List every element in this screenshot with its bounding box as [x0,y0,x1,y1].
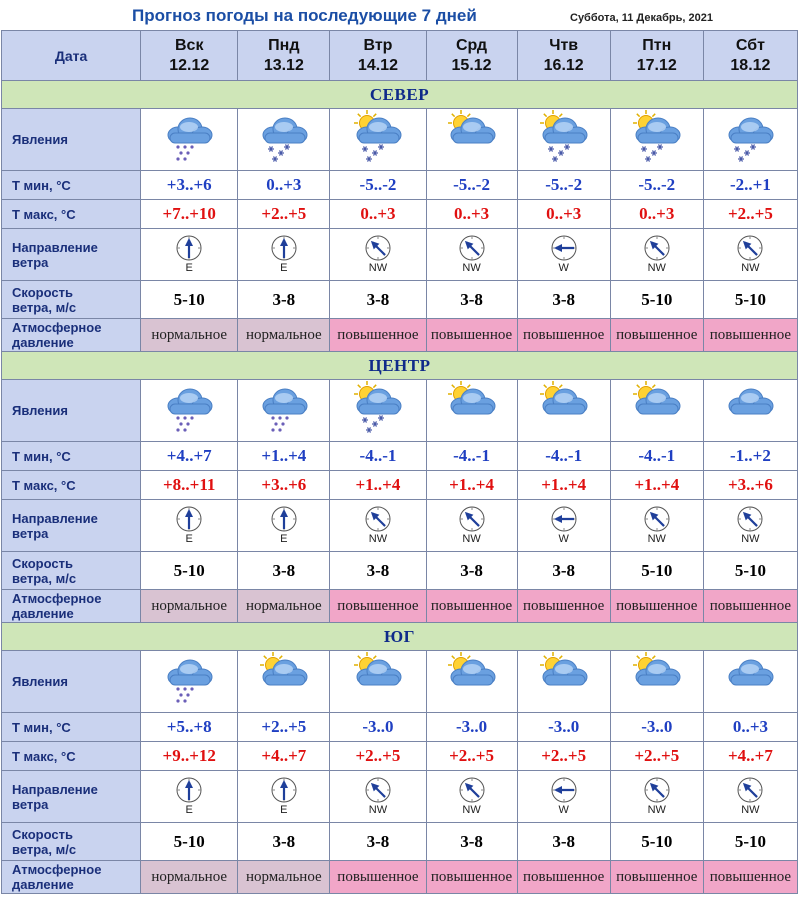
tmin-row [2,713,798,742]
day-date: 18.12 [730,56,771,74]
wind-compass [458,234,486,274]
tmin-value: -3..0 [330,713,426,742]
wind-compass [550,234,578,274]
day-name: Срд [456,36,488,54]
sun-cloud-icon [531,651,597,707]
day-name: Пнд [268,36,300,54]
tmax-value: +3..+6 [703,471,797,500]
pressure-value: нормальное [141,861,238,894]
wind-compass [270,505,298,545]
header-row [2,31,798,81]
snow-cloud-icon [251,109,317,165]
pressure-value: повышенное [703,590,797,623]
day-date: 13.12 [263,56,304,74]
cloud-icon [717,380,783,436]
rain-cloud-icon [251,380,317,436]
wind-speed-label-line1: Скорость [12,284,73,300]
wind-speed-value: 3-8 [238,823,330,861]
wind-direction-value: NW [368,532,388,545]
wind-direction-row [2,229,798,281]
pressure-value: повышенное [610,319,703,352]
wind-direction-value: NW [741,261,760,274]
day-header [141,31,238,81]
wind-speed-label-line1: Скорость [12,826,73,842]
pressure-value: повышенное [426,319,517,352]
pressure-label-line1: Атмосферное [12,320,102,335]
pressure-label [2,590,141,623]
sun-cloud-icon [624,380,690,436]
wind-speed-value: 3-8 [426,552,517,590]
wind-direction-value: NW [368,261,388,274]
pressure-value: нормальное [141,319,238,352]
wind-direction-label [2,229,141,281]
wind-direction-cell [426,771,517,823]
pressure-row [2,861,798,894]
pressure-label-line2: давление [12,606,74,621]
compass-icon [364,505,392,533]
pressure-label-line1: Атмосферное [12,591,102,606]
rain-cloud-icon [156,109,222,165]
day-header [330,31,426,81]
wind-direction-value: NW [462,532,481,545]
wind-direction-cell [141,500,238,552]
wind-direction-value: NW [647,532,666,545]
weather-cell [703,651,797,713]
day-header [703,31,797,81]
tmax-value: +3..+6 [238,471,330,500]
rain-cloud-icon [156,651,222,707]
wind-direction-row [2,771,798,823]
pressure-value: повышенное [426,861,517,894]
region-name: СЕВЕР [2,81,798,109]
sun-snow-cloud-icon [345,109,411,165]
wind-speed-value: 3-8 [330,552,426,590]
compass-icon [458,505,486,533]
tmin-value: +1..+4 [238,442,330,471]
weather-cell [141,109,238,171]
wind-speed-value: 5-10 [141,552,238,590]
compass-icon [550,776,578,804]
wind-direction-label-line1: Направление [12,239,98,255]
tmin-value: 0..+3 [238,171,330,200]
wind-direction-value: NW [368,803,388,816]
tmax-row [2,742,798,771]
day-date: 12.12 [169,56,210,74]
pressure-row [2,590,798,623]
wind-speed-label-line2: ветра, м/с [12,841,77,857]
wind-direction-cell [610,771,703,823]
wind-speed-value: 3-8 [330,281,426,319]
weather-cell [703,380,797,442]
wind-speed-value: 3-8 [426,281,517,319]
compass-icon [736,505,764,533]
compass-icon [550,234,578,262]
pressure-value: повышенное [703,319,797,352]
day-name: Чтв [549,36,579,54]
wind-compass [270,776,298,816]
wind-speed-row [2,281,798,319]
wind-speed-value: 5-10 [141,823,238,861]
wind-direction-cell [426,500,517,552]
pressure-value: нормальное [238,861,330,894]
tmax-value: +1..+4 [517,471,610,500]
wind-compass [175,505,203,545]
sun-cloud-icon [624,651,690,707]
tmax-value: +1..+4 [610,471,703,500]
tmin-value: -3..0 [517,713,610,742]
wind-direction-label-line1: Направление [12,510,98,526]
wind-compass [736,234,764,274]
wind-compass [458,776,486,816]
weather-cell [610,109,703,171]
tmin-value: -3..0 [426,713,517,742]
wind-direction-value: E [280,532,288,545]
phenomena-row [2,651,798,713]
sun-snow-cloud-icon [531,109,597,165]
weather-cell [330,109,426,171]
phenomena-label: Явления [2,380,141,442]
tmax-value: +1..+4 [330,471,426,500]
day-date: 16.12 [543,56,584,74]
wind-speed-value: 5-10 [610,281,703,319]
phenomena-label: Явления [2,109,141,171]
day-name: Птн [642,36,672,54]
wind-compass [270,234,298,274]
wind-compass [458,505,486,545]
sun-cloud-icon [345,651,411,707]
pressure-row [2,319,798,352]
weather-cell [517,651,610,713]
day-header [517,31,610,81]
wind-speed-value: 3-8 [517,281,610,319]
sun-cloud-icon [251,651,317,707]
wind-direction-value: NW [462,803,481,816]
wind-direction-value: W [558,532,569,545]
wind-direction-cell [610,229,703,281]
wind-compass [550,776,578,816]
weather-cell [238,651,330,713]
weather-cell [330,380,426,442]
compass-icon [175,776,203,804]
wind-speed-value: 5-10 [610,552,703,590]
wind-direction-row [2,500,798,552]
wind-direction-value: NW [647,261,666,274]
wind-speed-label-line2: ветра, м/с [12,299,77,315]
compass-icon [270,505,298,533]
tmax-value: 0..+3 [330,200,426,229]
wind-direction-cell [141,229,238,281]
wind-speed-value: 5-10 [703,552,797,590]
weather-cell [330,651,426,713]
pressure-value: повышенное [610,590,703,623]
wind-speed-value: 3-8 [238,552,330,590]
tmax-row [2,200,798,229]
wind-direction-cell [703,771,797,823]
wind-compass [175,234,203,274]
sun-snow-cloud-icon [624,109,690,165]
day-date: 17.12 [636,56,677,74]
pressure-value: нормальное [238,319,330,352]
tmin-value: -4..-1 [426,442,517,471]
compass-icon [550,505,578,533]
wind-direction-label-line2: ветра [12,796,49,812]
tmax-value: +8..+11 [141,471,238,500]
pressure-label [2,319,141,352]
tmax-value: +2..+5 [330,742,426,771]
wind-direction-label-line2: ветра [12,525,49,541]
tmin-value: -5..-2 [610,171,703,200]
compass-icon [736,776,764,804]
wind-direction-cell [330,771,426,823]
compass-icon [736,234,764,262]
wind-speed-label [2,552,141,590]
day-header [238,31,330,81]
region-name: ЮГ [2,623,798,651]
tmax-label: Т макс, °С [2,742,141,771]
pressure-value: повышенное [517,319,610,352]
tmax-value: +2..+5 [238,200,330,229]
compass-icon [270,234,298,262]
tmin-label: Т мин, °С [2,442,141,471]
wind-direction-value: E [185,803,193,816]
tmin-value: 0..+3 [703,713,797,742]
tmin-value: -2..+1 [703,171,797,200]
tmin-value: -5..-2 [330,171,426,200]
forecast-table [1,30,798,894]
wind-speed-label-line2: ветра, м/с [12,570,77,586]
tmax-value: +7..+10 [141,200,238,229]
wind-direction-value: NW [647,803,666,816]
compass-icon [643,776,671,804]
tmin-label: Т мин, °С [2,171,141,200]
region-header-row [2,352,798,380]
tmax-value: +2..+5 [426,742,517,771]
tmin-value: +4..+7 [141,442,238,471]
compass-icon [270,776,298,804]
wind-compass [643,776,671,816]
sun-cloud-icon [531,380,597,436]
pressure-value: повышенное [703,861,797,894]
wind-direction-cell [517,229,610,281]
day-name: Сбт [735,36,765,54]
compass-icon [458,234,486,262]
tmin-row [2,442,798,471]
wind-speed-row [2,823,798,861]
tmax-value: 0..+3 [610,200,703,229]
day-header [426,31,517,81]
region-name: ЦЕНТР [2,352,798,380]
tmax-label: Т макс, °С [2,200,141,229]
wind-direction-cell [517,771,610,823]
tmax-value: +9..+12 [141,742,238,771]
pressure-value: повышенное [330,861,426,894]
wind-direction-label [2,500,141,552]
weather-cell [517,380,610,442]
cloud-icon [717,651,783,707]
rain-cloud-icon [156,380,222,436]
wind-direction-cell [141,771,238,823]
wind-direction-value: E [185,261,193,274]
wind-direction-value: E [280,803,288,816]
weather-cell [426,651,517,713]
tmax-value: +2..+5 [703,200,797,229]
wind-direction-cell [330,500,426,552]
wind-direction-label [2,771,141,823]
sun-cloud-icon [439,109,505,165]
wind-speed-value: 5-10 [610,823,703,861]
pressure-value: повышенное [330,590,426,623]
phenomena-row [2,109,798,171]
tmin-value: +3..+6 [141,171,238,200]
sun-snow-cloud-icon [345,380,411,436]
region-header-row [2,623,798,651]
wind-compass [736,776,764,816]
wind-direction-cell [517,500,610,552]
tmin-value: +5..+8 [141,713,238,742]
wind-direction-value: NW [741,803,760,816]
compass-icon [643,234,671,262]
weather-cell [141,651,238,713]
wind-speed-label [2,823,141,861]
wind-speed-value: 3-8 [517,823,610,861]
weather-cell [238,109,330,171]
day-date: 14.12 [357,56,398,74]
compass-icon [643,505,671,533]
snow-cloud-icon [717,109,783,165]
phenomena-label: Явления [2,651,141,713]
wind-speed-label [2,281,141,319]
pressure-label-line2: давление [12,877,74,892]
current-date: Суббота, 11 Декабрь, 2021 [570,12,713,24]
weather-cell [703,109,797,171]
pressure-value: нормальное [238,590,330,623]
pressure-value: нормальное [141,590,238,623]
tmin-value: -4..-1 [610,442,703,471]
tmax-value: +1..+4 [426,471,517,500]
wind-speed-value: 3-8 [330,823,426,861]
wind-compass [550,505,578,545]
weather-cell [610,651,703,713]
tmax-value: +2..+5 [517,742,610,771]
wind-direction-cell [426,229,517,281]
wind-compass [364,776,392,816]
weather-cell [238,380,330,442]
wind-speed-value: 5-10 [141,281,238,319]
wind-speed-row [2,552,798,590]
wind-direction-cell [238,771,330,823]
wind-direction-value: W [558,261,569,274]
wind-speed-value: 5-10 [703,281,797,319]
wind-direction-value: NW [741,532,760,545]
wind-direction-label-line1: Направление [12,781,98,797]
wind-direction-label-line2: ветра [12,254,49,270]
wind-direction-cell [703,500,797,552]
wind-speed-value: 3-8 [426,823,517,861]
region-header-row [2,81,798,109]
wind-direction-value: W [558,803,569,816]
wind-speed-value: 3-8 [517,552,610,590]
pressure-label [2,861,141,894]
tmax-value: 0..+3 [517,200,610,229]
pressure-value: повышенное [426,590,517,623]
wind-direction-value: E [185,532,193,545]
compass-icon [175,234,203,262]
tmin-value: -3..0 [610,713,703,742]
weather-cell [141,380,238,442]
tmin-value: -1..+2 [703,442,797,471]
tmin-label: Т мин, °С [2,713,141,742]
weather-cell [426,380,517,442]
wind-compass [643,505,671,545]
wind-compass [175,776,203,816]
weather-cell [517,109,610,171]
wind-direction-cell [330,229,426,281]
tmax-value: +4..+7 [703,742,797,771]
wind-direction-value: E [280,261,288,274]
tmax-value: +2..+5 [610,742,703,771]
compass-icon [458,776,486,804]
wind-compass [364,234,392,274]
pressure-value: повышенное [610,861,703,894]
wind-direction-cell [238,229,330,281]
tmin-value: -5..-2 [426,171,517,200]
wind-direction-cell [703,229,797,281]
pressure-value: повышенное [330,319,426,352]
tmax-value: 0..+3 [426,200,517,229]
pressure-label-line1: Атмосферное [12,862,102,877]
day-name: Вск [174,36,204,54]
compass-icon [364,776,392,804]
wind-compass [643,234,671,274]
tmax-value: +4..+7 [238,742,330,771]
wind-direction-value: NW [462,261,481,274]
sun-cloud-icon [439,651,505,707]
compass-icon [364,234,392,262]
pressure-value: повышенное [517,861,610,894]
tmin-row [2,171,798,200]
tmin-value: +2..+5 [238,713,330,742]
pressure-label-line2: давление [12,335,74,350]
weather-cell [426,109,517,171]
day-name: Втр [363,36,393,54]
compass-icon [175,505,203,533]
page-title: Прогноз погоды на последующие 7 дней [132,6,477,25]
tmax-row [2,471,798,500]
date-header-label: Дата [2,31,141,81]
wind-direction-cell [610,500,703,552]
wind-speed-value: 3-8 [238,281,330,319]
phenomena-row [2,380,798,442]
tmin-value: -4..-1 [330,442,426,471]
pressure-value: повышенное [517,590,610,623]
wind-speed-label-line1: Скорость [12,555,73,571]
wind-compass [736,505,764,545]
day-header [610,31,703,81]
wind-speed-value: 5-10 [703,823,797,861]
weather-cell [610,380,703,442]
wind-compass [364,505,392,545]
wind-direction-cell [238,500,330,552]
sun-cloud-icon [439,380,505,436]
tmin-value: -5..-2 [517,171,610,200]
tmin-value: -4..-1 [517,442,610,471]
day-date: 15.12 [451,56,492,74]
tmax-label: Т макс, °С [2,471,141,500]
